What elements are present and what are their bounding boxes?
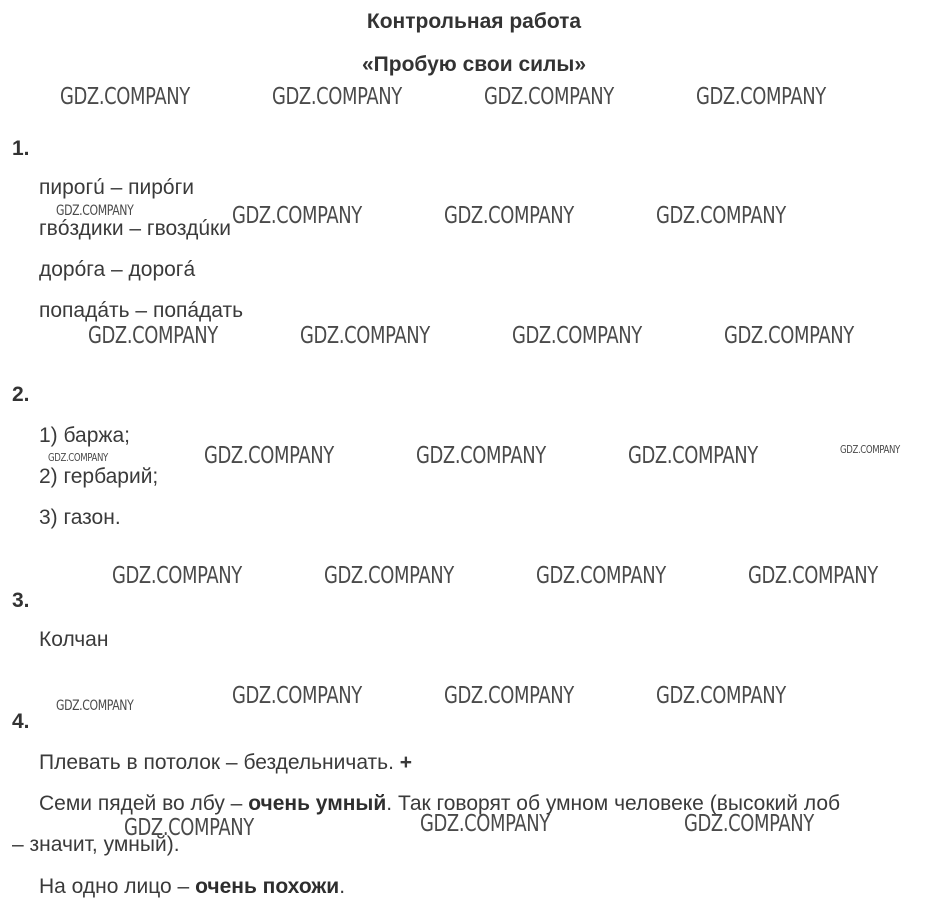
watermark: GDZ.COMPANY — [656, 683, 786, 709]
watermark: GDZ.COMPANY — [416, 443, 546, 469]
watermark: GDZ.COMPANY — [272, 84, 402, 110]
watermark: GDZ.COMPANY — [484, 84, 614, 110]
question-1-number: 1. — [12, 137, 30, 160]
q4-item-3-lead: На одно лицо – — [39, 875, 196, 898]
watermark: GDZ.COMPANY — [88, 323, 218, 349]
watermark: GDZ.COMPANY — [696, 84, 826, 110]
q1-line-1: пирогú – пирóги — [39, 176, 194, 199]
q2-line-1: 1) баржа; — [39, 424, 130, 447]
q4-item-2-rest: . Так говорят об умном человеке (высокий лоб — [386, 792, 841, 815]
question-2-number: 2. — [12, 383, 30, 406]
watermark: GDZ.COMPANY — [232, 683, 362, 709]
watermark: GDZ.COMPANY — [840, 443, 900, 456]
page-subtitle: «Пробую свои силы» — [362, 53, 586, 76]
watermark: GDZ.COMPANY — [684, 811, 814, 837]
watermark: GDZ.COMPANY — [628, 443, 758, 469]
watermark: GDZ.COMPANY — [748, 563, 878, 589]
q2-line-3: 3) газон. — [39, 506, 121, 529]
q4-item-3-tail: . — [339, 875, 346, 898]
watermark: GDZ.COMPANY — [60, 84, 190, 110]
q1-line-2: гвóздики – гвоздúки — [39, 217, 231, 240]
q4-item-3-bold: очень похожи — [195, 875, 340, 898]
question-3-number: 3. — [12, 589, 30, 612]
watermark: GDZ.COMPANY — [204, 443, 334, 469]
q4-item-1-plus-mark: + — [399, 751, 413, 774]
watermark: GDZ.COMPANY — [444, 683, 574, 709]
watermark: GDZ.COMPANY — [512, 323, 642, 349]
q3-answer: Колчан — [39, 628, 109, 651]
q4-item-2-bold: очень умный — [248, 792, 387, 815]
q1-line-3: дорóга – дорогá — [39, 258, 196, 281]
watermark: GDZ.COMPANY — [656, 203, 786, 229]
watermark: GDZ.COMPANY — [124, 815, 254, 841]
q4-item-1 — [39, 751, 412, 775]
q4-item-1-text: Плевать в потолок – бездельничать. — [39, 751, 394, 774]
watermark: GDZ.COMPANY — [300, 323, 430, 349]
q4-item-2-lead: Семи пядей во лбу – — [39, 792, 249, 815]
watermark: GDZ.COMPANY — [48, 451, 108, 464]
q4-item-3 — [39, 875, 345, 899]
q4-item-2-line-2: – значит, умный). — [12, 833, 180, 856]
watermark: GDZ.COMPANY — [444, 203, 574, 229]
page-title: Контрольная работа — [366, 10, 582, 33]
watermark: GDZ.COMPANY — [232, 203, 362, 229]
watermark: GDZ.COMPANY — [56, 698, 134, 714]
watermark: GDZ.COMPANY — [56, 203, 134, 219]
watermark: GDZ.COMPANY — [420, 811, 550, 837]
q1-line-4: попадáть – попáдать — [39, 299, 244, 322]
watermark: GDZ.COMPANY — [724, 323, 854, 349]
watermark: GDZ.COMPANY — [112, 563, 242, 589]
watermark: GDZ.COMPANY — [536, 563, 666, 589]
question-4-number: 4. — [12, 710, 30, 733]
watermark: GDZ.COMPANY — [324, 563, 454, 589]
q2-line-2: 2) гербарий; — [39, 465, 159, 488]
